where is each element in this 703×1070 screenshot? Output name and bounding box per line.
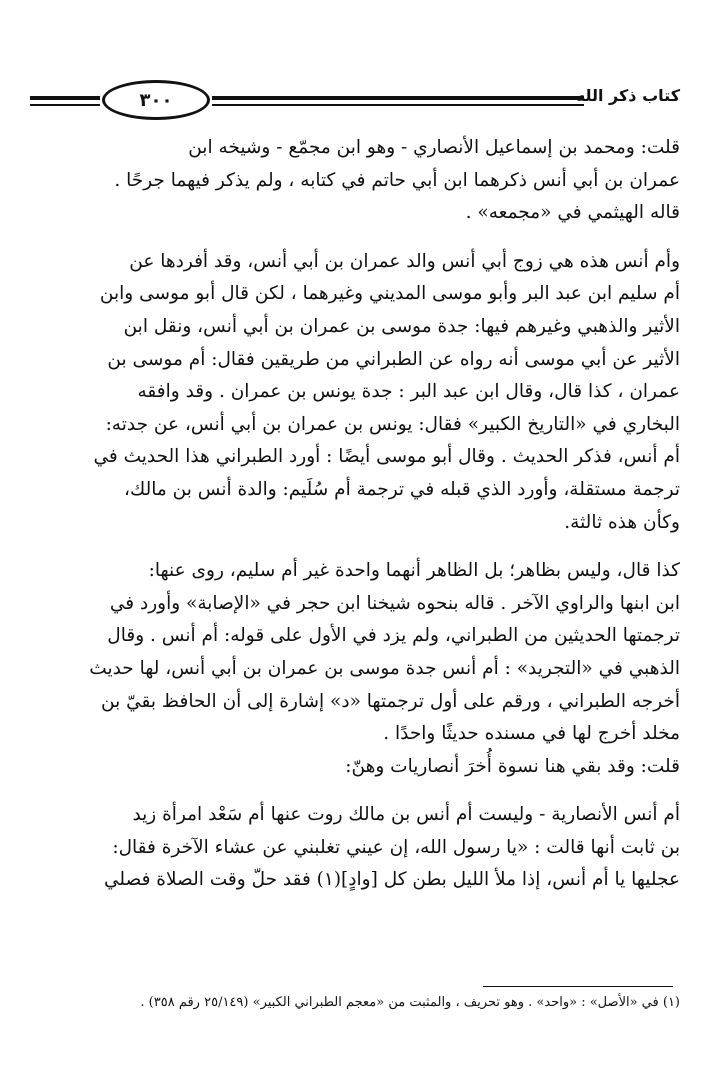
body-text [30,132,680,897]
text-line: أم سليم ابن عبد البر وأبو موسى المديني وغيرهما ، لكن قال أبو موسى وابن [99,283,680,305]
text-line: قاله الهيثمي في «مجمعه» . [465,202,680,224]
text-line: قلت: ومحمد بن إسماعيل الأنصاري - وهو ابن مجمّع - وشيخه ابن [188,137,680,158]
paragraph-2 [30,246,680,539]
text-line: الذهبي في «التجريد» : أم أنس جدة موسى بن عمران بن أبي أنس، لها حديث [89,657,680,679]
text-line: مخلد أخرج لها في مسنده حديثًا واحدًا . [383,723,680,745]
book-title: كتاب ذكر الله [575,86,680,105]
text-line: الأثير عن أبي موسى أنه رواه عن الطبراني من طريقين فقال: أم موسى بن [107,348,680,370]
text-line: كذا قال، وليس بظاهر؛ بل الظاهر أنهما واحدة غير أم سليم، روى عنها: [148,560,680,582]
paragraph-gap [30,783,680,799]
paragraph-1 [30,132,680,230]
text-line: الأثير والذهبي وغيرهم فيها: جدة موسى بن عمران بن أبي أنس، ونقل ابن [123,315,680,337]
page-number-oval [102,80,210,120]
text-line: قلت: وقد بقي هنا نسوة أُخرَ أنصاريات وهنّ: [345,755,680,777]
text-line: أم أنس، فذكر الحديث . وقال أبو موسى أيضًا : أورد الطبراني هذا الحديث في [93,446,680,468]
paragraph-3 [30,555,680,783]
page-number: ٣٠٠ [139,89,173,111]
text-line: ابن ابنها والراوي الآخر . قاله بنحوه شيخنا ابن حجر في «الإصابة» وأورد في [109,592,680,614]
header-rule-left [30,96,100,106]
text-line: ترجمة مستقلة، وأورد الذي قبله في ترجمة أم سُلَيم: والدة أنس بن مالك، [124,478,680,500]
footnote-separator [483,986,673,987]
text-line: عمران بن أبي أنس ذكرهما ابن أبي حاتم في كتابه ، ولم يذكر فيهما جرحًا . [114,169,680,191]
text-line: وكأن هذه ثالثة. [564,511,680,533]
text-line: عمران ، كذا قال، وقال ابن عبد البر : جدة يونس بن عمران . وقد وافقه [137,381,680,403]
header-rule-right [212,96,584,106]
paragraph-4 [30,799,680,897]
text-line: أخرجه الطبراني ، ورقم على أول ترجمتها «د» إشارة إلى أن الحافظ بقيّ بن [101,690,680,712]
text-line: ترجمتها الحديثين من الطبراني، ولم يزد في الأول على قوله: أم أنس . وقال [107,625,680,647]
page-header [30,80,680,124]
text-line: أم أنس الأنصارية - وليست أم أنس بن مالك روت عنها أم سَعْد امرأة زيد [132,804,680,826]
paragraph-gap [30,230,680,246]
footnote: (١) في «الأصل» : «واحد» . وهو تحريف ، والمثبت من «معجم الطبراني الكبير» (٢٥/١٤٩ رقم ٣٥٨) . [140,995,680,1010]
text-line: عجليها يا أم أنس، إذا ملأ الليل بطن كل [وادٍ](١) فقد حلّ وقت الصلاة فصلي [104,869,680,891]
text-line: البخاري في «التاريخ الكبير» فقال: يونس بن عمران بن أبي أنس، عن جدته: [105,413,680,435]
text-line: بن ثابت أنها قالت : «يا رسول الله، إن عيني تغلبني عن عشاء الآخرة فقال: [112,836,680,858]
text-line: وأم أنس هذه هي زوج أبي أنس والد عمران بن أبي أنس، وقد أفردها عن [129,250,680,272]
paragraph-gap [30,539,680,555]
